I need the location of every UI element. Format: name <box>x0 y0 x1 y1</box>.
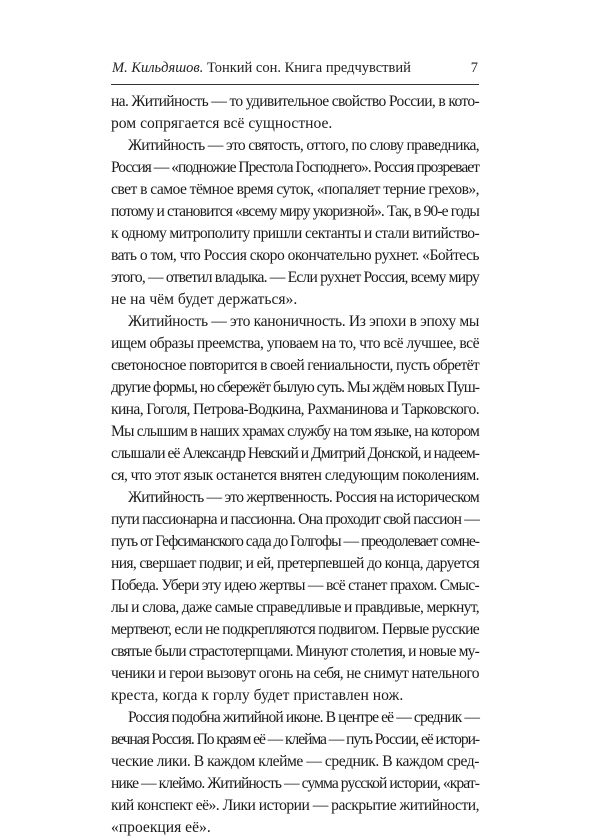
text-line: лы и слова, даже самые справедливые и правдивые, меркнут, <box>111 599 480 616</box>
text-line: ческие лики. В каждом клейме — средник. В каждом сред- <box>111 753 480 770</box>
text-line: ищем образы преемства, уповаем на то, что всё лучшее, всё <box>111 335 480 352</box>
header-divider <box>111 84 479 85</box>
text-line: «проекция её». <box>111 819 211 836</box>
paragraph-4 <box>111 487 479 707</box>
text-line: кий конспект её». Лики истории — раскрытие житийности, <box>111 797 479 814</box>
text-line: Житийность — это святость, оттого, по слову праведника, <box>128 137 480 154</box>
text-line: ся, что этот язык останется внятен следующим поколениям. <box>111 467 479 484</box>
paragraph-2 <box>111 135 479 311</box>
running-header <box>112 58 478 78</box>
text-line: свет в самое тёмное время суток, «попаляет терние грехов», <box>111 181 480 198</box>
text-line: кина, Гоголя, Петрова-Водкина, Рахманинова и Тарковского. <box>111 401 479 418</box>
text-line: другие формы, но сбережёт былую суть. Мы ждём новых Пуш- <box>111 379 479 396</box>
text-line: мертвеют, если не подкрепляются подвигом. Первые русские <box>111 621 479 638</box>
text-line: ченики и герои вызовут огонь на себя, не снимут нательного <box>111 665 479 682</box>
text-line: Победа. Убери эту идею жертвы — всё станет прахом. Смыс- <box>111 577 479 594</box>
text-line: не на чём будет держаться». <box>111 291 298 308</box>
header-author: М. Кильдяшов. <box>112 60 204 76</box>
text-line: креста, когда к горлу будет приставлен нож. <box>111 687 404 704</box>
text-line: слышали её Александр Невский и Дмитрий Донской, и надеем- <box>111 445 480 462</box>
text-line: этого, — ответил владыка. — Если рухнет Россия, всему миру <box>111 269 479 286</box>
text-line: Россия — «подножие Престола Господнего». Россия прозревает <box>111 159 480 176</box>
paragraph-5 <box>111 707 479 839</box>
page-number: 7 <box>470 60 478 76</box>
paragraph-3 <box>111 311 479 487</box>
text-line: Мы слышим в наших храмах службу на том языке, на котором <box>111 423 480 440</box>
text-line: к одному митрополиту пришли сектанты и стали витийство- <box>111 225 479 242</box>
text-line: светоносное повторится в своей гениальности, пусть обретёт <box>111 357 479 374</box>
text-line: Россия подобна житийной иконе. В центре её — средник — <box>128 709 480 726</box>
text-line: нике — клеймо. Житийность — сумма русской истории, «крат- <box>111 775 479 792</box>
text-line: вать о том, что Россия скоро окончательно рухнет. «Бойтесь <box>111 247 480 264</box>
paragraph-1 <box>111 91 479 135</box>
body-text <box>111 91 479 839</box>
header-title: Тонкий сон. Книга предчувствий <box>206 60 411 76</box>
text-line: ния, свершает подвиг, и ей, претерпевшей до конца, даруется <box>111 555 479 572</box>
text-line: потому и становится «всему миру укоризной». Так, в 90-е годы <box>111 203 479 220</box>
text-line: вечная Россия. По краям её — клейма — путь России, её истори- <box>111 731 479 748</box>
text-line: путь от Гефсиманского сада до Голгофы — преодолевает сомне- <box>111 533 480 550</box>
text-line: святые были страстотерпцами. Минуют столетия, и новые му- <box>111 643 480 660</box>
text-line: на. Житийность — то удивительное свойство России, в кото- <box>111 93 479 110</box>
text-line: пути пассионарна и пассионна. Она проходит свой пассион — <box>111 511 480 528</box>
text-line: Житийность — это каноничность. Из эпохи в эпоху мы <box>128 313 480 330</box>
text-line: ром сопрягается всё сущностное. <box>111 115 333 132</box>
text-line: Житийность — это жертвенность. Россия на историческом <box>128 489 480 506</box>
